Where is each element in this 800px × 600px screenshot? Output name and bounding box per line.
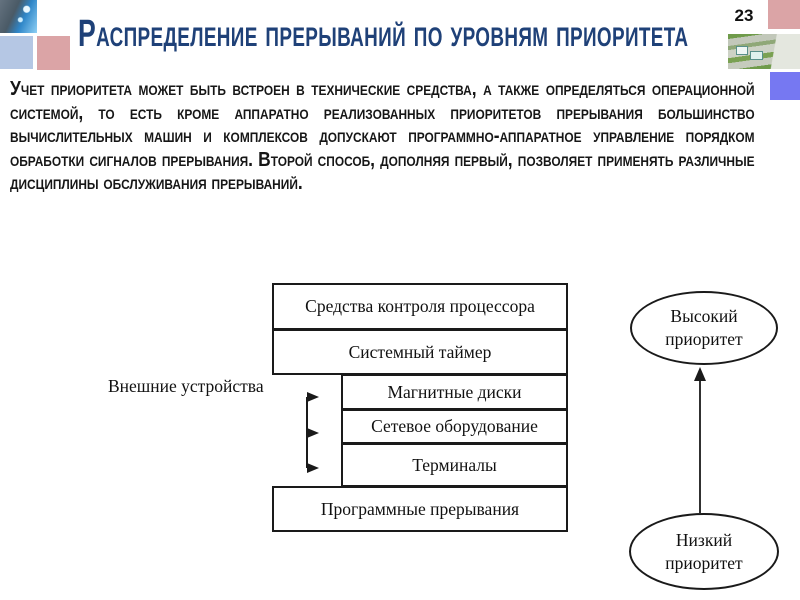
decorative-square-pink-right [768,0,800,29]
diagram-box-processor-control: Средства контроля процессора [272,283,568,330]
priority-up-arrow-icon [690,365,710,515]
decorative-square-lightblue [0,36,33,69]
low-priority-label: Низкий приоритет [665,529,743,573]
external-devices-label: Внешние устройства [108,376,264,396]
diagram-box-system-timer: Системный таймер [272,329,568,375]
bracket-arrows-icon [295,385,325,475]
decorative-bus-shape [750,51,763,60]
body-paragraph: Учет приоритета может быть встроен в технические средства, а также определяться операционной системой, то есть кроме аппаратно реализованных приоритетов прерывания большинство вычислительных машин и комплексов допускают программно-аппаратное управление порядком обработки сигналов прерывания. Второй способ, дополняя первый, позволяет применять различные дисциплины обслуживания прерываний. [10,77,755,194]
diagram-box-terminals: Терминалы [341,443,568,487]
diagram-box-network-equipment: Сетевое оборудование [341,409,568,444]
high-priority-ellipse [630,291,778,365]
decorative-square-pink-left [37,36,70,70]
decorative-photo-tech [0,0,37,33]
page-number: 23 [734,6,754,25]
decorative-photo-buses [728,34,800,69]
decorative-bus-shape [736,46,748,55]
low-priority-ellipse [629,513,779,590]
slide-title: Распределение прерываний по уровням приоритета [78,13,689,55]
diagram-box-magnetic-disks: Магнитные диски [341,374,568,410]
decorative-square-purple [770,72,800,100]
diagram-box-software-interrupts: Программные прерывания [272,486,568,532]
high-priority-label: Высокий приоритет [665,306,743,349]
